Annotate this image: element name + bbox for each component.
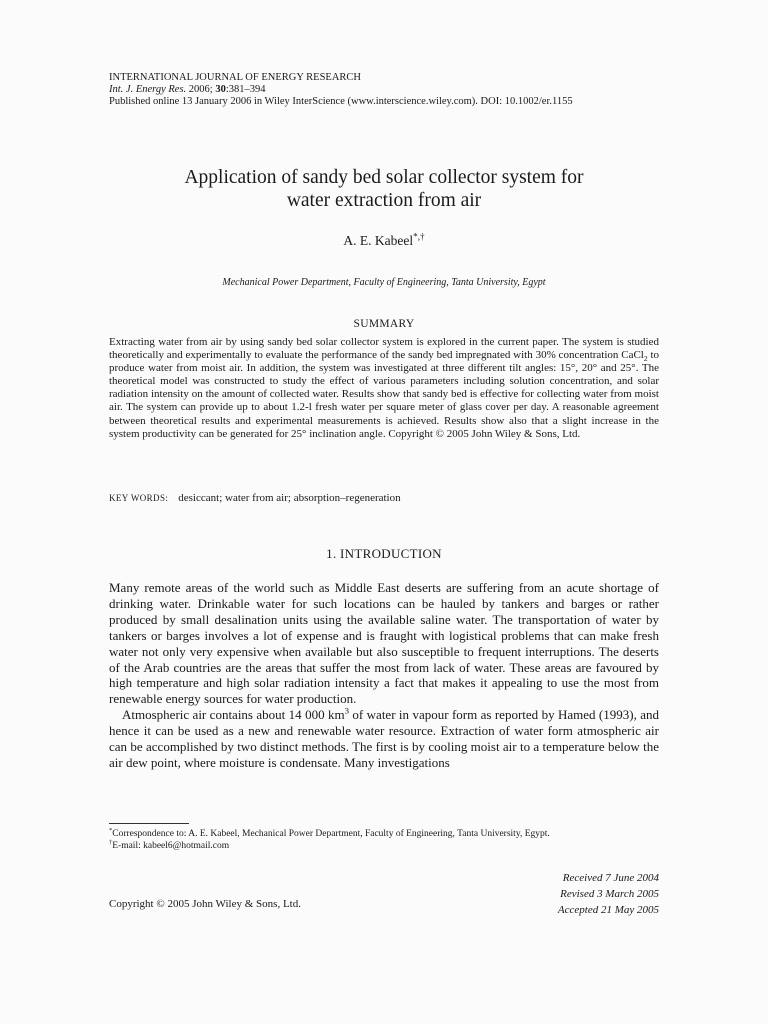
received-date: Received 7 June 2004 [562, 872, 659, 884]
author-name: A. E. Kabeel [343, 233, 414, 248]
footnote-2 [109, 840, 669, 852]
footnote-1 [109, 828, 669, 840]
summary-text [109, 336, 659, 441]
footnote-text-2: E-mail: kabeel6@hotmail.com [112, 841, 230, 851]
journal-header [109, 72, 669, 108]
paper-title [84, 166, 684, 212]
published-line: Published online 13 January 2006 in Wiley InterScience (www.interscience.wiley.com). DOI: 10.1002/er.1155 [109, 96, 573, 107]
keywords-label: KEY WORDS: [109, 493, 169, 503]
summary-subscript: 2 [643, 354, 648, 364]
citation-line [109, 84, 669, 96]
footnote-text-1: Correspondence to: A. E. Kabeel, Mechanical Power Department, Faculty of Engineering, Tanta University, Egypt. [112, 829, 550, 839]
copyright-notice: Copyright © 2005 John Wiley & Sons, Ltd. [109, 898, 301, 910]
para2-superscript: 3 [344, 705, 350, 716]
footnote-mark-1: * [109, 826, 113, 834]
summary-part-1: Extracting water from air by using sandy bed solar collector system is explored in the current paper. The system is studied theoretically and experimentally to evaluate the performance of the sandy bed impregnated with 30% concentration CaCl [109, 336, 659, 362]
summary-part-2: to produce water from moist air. In addition, the system was investigated at three different tilt angles: 15°, 20° and 25°. The theoretical model was constructed to study the effect of various parameters including solution concentration, and solar radiation intensity on the amount of collected water. Results show that sandy bed is effective for collecting water from moist air. The system can provide up to about 1.2-l fresh water per square meter of glass cover per day. A reasonable agreement between theoretical results and experimental measurements is achieved. Results show also that a slight increase in the system productivity can be generated for 25° inclination angle. Copyright © 2005 John Wiley & Sons, Ltd. [109, 349, 659, 440]
title-line-2: water extraction from air [286, 190, 482, 211]
accepted-date: Accepted 21 May 2005 [557, 904, 659, 916]
citation-volume: 30 [215, 84, 226, 95]
footnote-divider [109, 823, 189, 824]
para2-part-b: of water in vapour form as reported by Hamed (1993), and hence it can be used as a new and renewable water resource. Extraction of water form atmospheric air can be accomplished by two distinct methods. The first is by cooling moist air to a temperature below the air dew point, where moisture is condensate. Many investigations [109, 707, 659, 770]
footnote-mark-2: † [109, 838, 113, 846]
intro-heading: 1. INTRODUCTION [326, 546, 442, 561]
footnotes [109, 828, 669, 852]
journal-name: INTERNATIONAL JOURNAL OF ENERGY RESEARCH [109, 72, 361, 83]
summary-heading: SUMMARY [353, 318, 415, 330]
citation-journal: Int. J. Energy Res. [109, 84, 187, 95]
intro-paragraph-1: Many remote areas of the world such as Middle East deserts are suffering from an acute shortage of drinking water. Drinkable water for such locations can be hauled by tankers and barges or rather produced by small desalination units using the available saline water. The transportation of water by tankers or barges involves a lot of expense and is fraught with logistical problems that can make fresh water not only very expensive when available but also susceptible to frequent interruptions. The deserts of the Arab countries are the areas that suffer the most from lack of water. These areas are favoured by high temperature and high solar radiation intensity a fact that makes it appealing to use the most from renewable energy sources for water production. [109, 580, 659, 707]
keywords-value: desiccant; water from air; absorption–regeneration [178, 492, 401, 504]
author-marks: *,† [413, 231, 425, 242]
author-line [84, 233, 684, 249]
title-line-1: Application of sandy bed solar collector system for [184, 167, 584, 188]
received-dates [459, 870, 659, 918]
revised-date: Revised 3 March 2005 [560, 888, 659, 900]
intro-body [109, 580, 659, 771]
intro-paragraph-2 [109, 707, 659, 771]
para2-part-a: Atmospheric air contains about 14 000 km [122, 707, 345, 723]
affiliation: Mechanical Power Department, Faculty of Engineering, Tanta University, Egypt [222, 277, 546, 288]
keywords-line [109, 492, 659, 505]
citation-year: 2006; [186, 84, 216, 95]
citation-pages: :381–394 [225, 84, 266, 95]
